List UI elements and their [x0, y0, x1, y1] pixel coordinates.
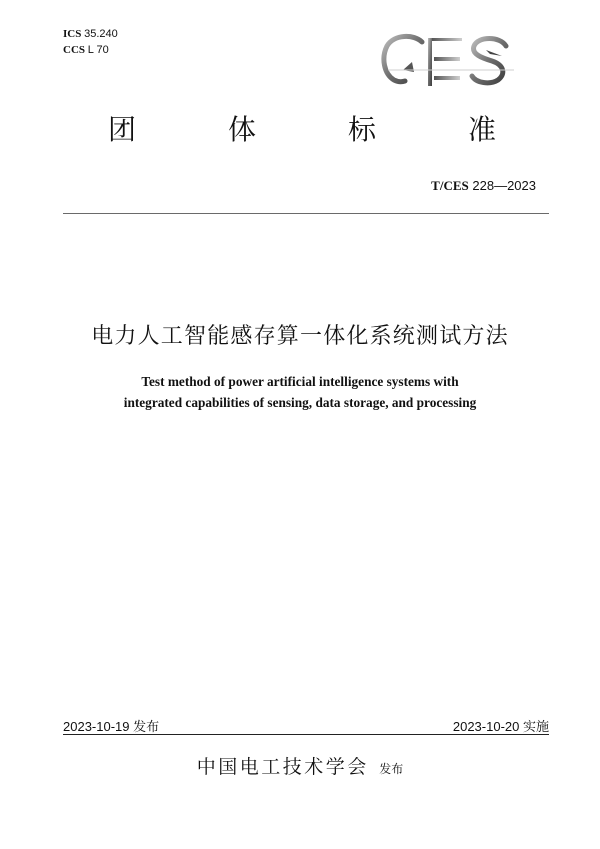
issuer-action: 发布 [379, 762, 404, 776]
title-english-line: Test method of power artificial intelligence systems with [141, 374, 459, 389]
header-divider [63, 213, 549, 214]
standard-type-char: 准 [468, 114, 497, 145]
standard-number-prefix: T/CES [431, 178, 469, 193]
issuer-organization: 中国电工技术学会 [196, 757, 369, 778]
publish-date-label: 发布 [133, 719, 160, 734]
footer-divider [63, 734, 549, 735]
implement-date [453, 716, 549, 735]
ccs-code: L 70 [87, 44, 109, 56]
title-english [0, 371, 600, 413]
ccs-classification [63, 43, 109, 57]
standard-number-value: 228—2023 [472, 178, 536, 193]
standard-type-char: 团 [108, 114, 137, 145]
publish-date-value: 2023-10-19 [63, 719, 130, 734]
implement-date-value: 2023-10-20 [452, 719, 520, 734]
ics-label: ICS [63, 28, 82, 40]
standard-type-char: 体 [228, 114, 257, 145]
title-chinese: 电力人工智能感存算一体化系统测试方法 [91, 323, 509, 348]
ics-classification [63, 27, 118, 41]
ces-logo-icon [378, 30, 518, 92]
ics-code: 35.240 [84, 28, 118, 40]
standard-type-char: 标 [348, 114, 377, 145]
publish-date [63, 716, 159, 735]
ces-logo [378, 30, 518, 92]
standard-number [431, 178, 536, 194]
date-row [63, 716, 549, 734]
issuer [0, 752, 600, 779]
implement-date-label: 实施 [522, 719, 549, 734]
ccs-label: CCS [63, 44, 86, 56]
title-english-line: integrated capabilities of sensing, data storage, and processing [123, 395, 477, 410]
standard-type [0, 108, 600, 148]
